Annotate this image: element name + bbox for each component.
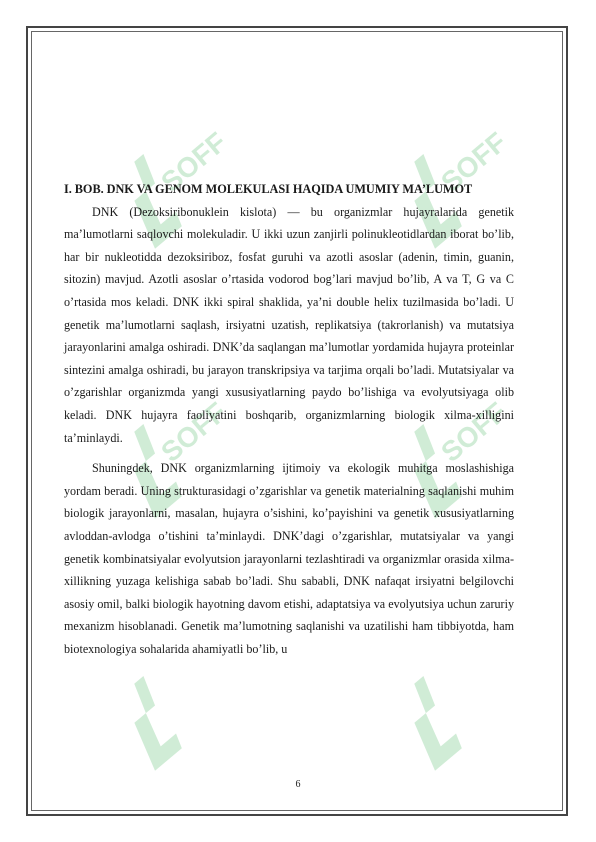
page-number: 6 xyxy=(295,779,301,790)
svg-text:SOFF: SOFF xyxy=(435,396,513,468)
chapter-heading: I. BOB. DNK VA GENOM MOLEKULASI HAQIDA UMUMIY MA’LUMOT xyxy=(64,182,473,196)
paragraph-2: Shuningdek, DNK organizmlarning ijtimoiy va ekologik muhitga moslashishiga yordam beradi. Uning strukturasidagi o’zgarishlar va genetik materialning saqlanishi muhim biologik jarayonlarni, masalan, hujayra o’sishini, ko’payishini va genetik xususiyatlarning avloddan-avlodga o’tishini ta’minlaydi. DNK’dagi o’zgarishlar, mutatsiyalar va yangi genetik kombinatsiyalar evolyutsion jarayonlarni tezlashtiradi va organizmlar orasida xilma-xillikning yuzaga kelishiga sabab bo’ladi. Shu sababli, DNK nafaqat irsiyatni belgilovchi asosiy omil, balki biologik hayotning davom etishi, adaptatsiya va evolyutsiya uchun zaruriy mexanizm hisoblanadi. Genetik ma’lumotning saqlanishi va uzatilishi ham tibbiyotda, ham biotexnologiya sohalarida ahamiyatli bo’lib, u xyxy=(64,461,514,656)
document-body xyxy=(64,178,514,660)
svg-text:SOFF: SOFF xyxy=(435,126,513,198)
paragraph-1: DNK (Dezoksiribonuklein kislota) — bu organizmlar hujayralarida genetik ma’lumotlarni saqlovchi molekuladir. U ikki uzun zanjirli polinukleotidlardan iborat bo’lib, har bir nukleotidda dezoksiriboz, fosfat guruhi va azotli asoslar (adenin, timin, guanin, sitozin) mavjud. Azotli asoslar o’rtasida vodorod bog’lari mavjud bo’lib, A va T, G va C o’rtasida mos keladi. DNK ikki spiral shaklida, ya’ni double helix tuzilmasida bo’ladi. U genetik ma’lumotlarni saqlash, irsiyatni uzatish, replikatsiya (takrorlanish) va mutatsiya jarayonlarini amalga oshiradi. DNK’da saqlangan ma’lumotlar yordamida hujayra proteinlar sintezini amalga oshiradi, bu jarayon transkripsiya va tarjima orqali bo’ladi. Mutatsiyalar va o’zgarishlar organizmda yangi xususiyatlarning paydo bo’lishiga va evolyutsiyaga olib keladi. DNK hujayra faoliyatini boshqarib, organizmlarning biologik xilma-xilligini ta’minlaydi. xyxy=(64,204,514,445)
watermark-text: SOFF xyxy=(155,126,233,198)
svg-text:SOFF: SOFF xyxy=(155,396,233,468)
